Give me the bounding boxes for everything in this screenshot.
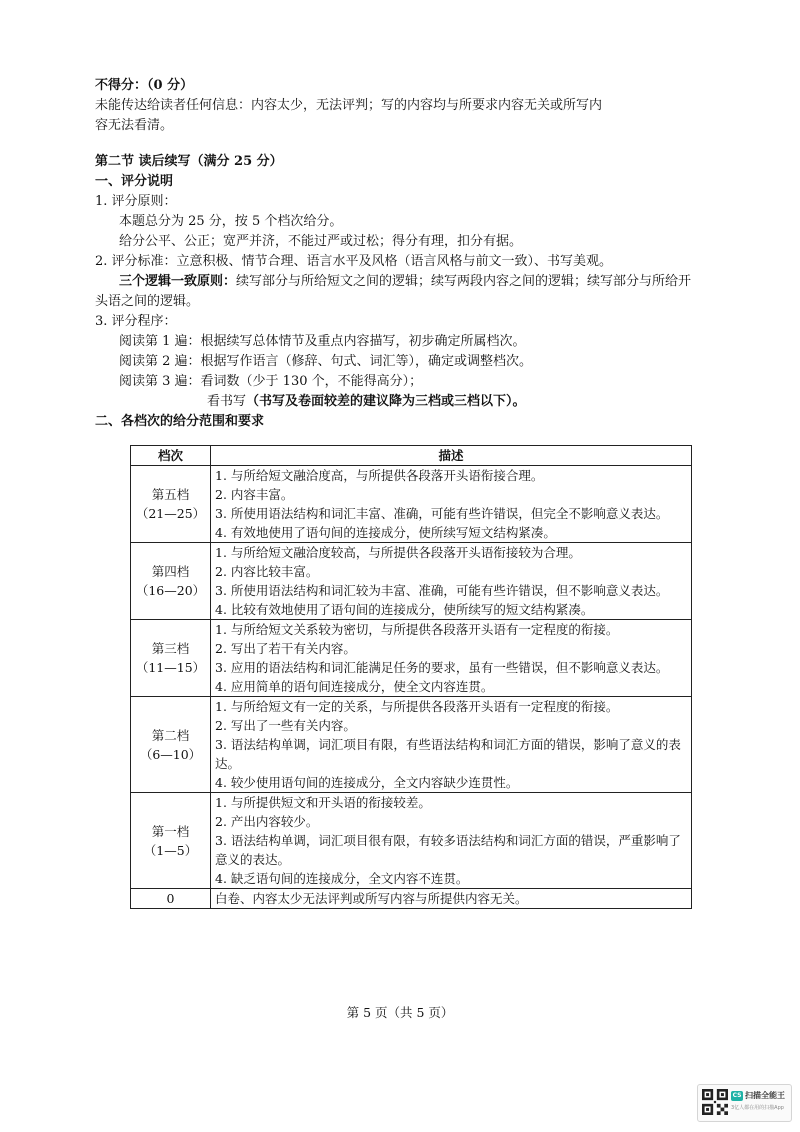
description-cell — [211, 697, 692, 793]
level-range: （11—15） — [135, 660, 206, 675]
part1-title: 一、评分说明 — [95, 174, 174, 189]
no-score-line-2: 容无法看清。 — [95, 118, 174, 133]
description-cell — [211, 889, 692, 909]
level-name: 第一档 — [151, 823, 190, 839]
description-cell — [211, 620, 692, 697]
description-item: 3. 应用的语法结构和词汇能满足任务的要求，虽有一些错误，但不影响意义表达。 — [215, 660, 669, 675]
description-cell — [211, 466, 692, 543]
table-row — [131, 697, 692, 793]
description-item: 1. 与所提供短文和开头语的衔接较差。 — [215, 795, 431, 810]
procedure-line-1: 阅读第 1 遍：根据续写总体情节及重点内容描写，初步确定所属档次。 — [119, 334, 526, 349]
description-cell — [211, 543, 692, 620]
description-item: 1. 与所给短文融洽度高，与所提供各段落开头语衔接合理。 — [215, 468, 544, 483]
description-item: 3. 所使用语法结构和词汇丰富、准确，可能有些许错误，但完全不影响意义表达。 — [215, 506, 669, 521]
header-description: 描述 — [211, 446, 692, 466]
level-cell — [131, 889, 211, 909]
description-item: 1. 与所给短文有一定的关系，与所提供各段落开头语有一定程度的衔接。 — [215, 699, 619, 714]
description-item: 2. 产出内容较少。 — [215, 814, 319, 829]
description-item: 1. 与所给短文融洽度较高，与所提供各段落开头语衔接较为合理。 — [215, 545, 581, 560]
level-range: （21—25） — [135, 506, 206, 521]
part2-title: 二、各档次的给分范围和要求 — [95, 414, 265, 429]
principle-label: 1. 评分原则： — [95, 194, 177, 209]
no-score-block — [95, 76, 715, 136]
table-row — [131, 889, 692, 909]
description-item: 4. 有效地使用了语句间的连接成分，使所续写短文结构紧凑。 — [215, 525, 556, 540]
level-name: 第四档 — [151, 564, 190, 579]
level-cell — [131, 466, 211, 543]
level-name: 第三档 — [151, 641, 190, 656]
principle-line-2: 给分公平、公正；宽严并济，不能过严或过松；得分有理，扣分有据。 — [119, 234, 523, 249]
level-range: （16—20） — [135, 583, 206, 598]
procedure-line-2: 阅读第 2 遍：根据写作语言（修辞、句式、词汇等），确定或调整档次。 — [119, 354, 533, 369]
level-cell — [131, 543, 211, 620]
procedure-line-3: 阅读第 3 遍：看词数（少于 130 个，不能得高分）； — [119, 374, 423, 389]
description-item: 1. 与所给短文关系较为密切，与所提供各段落开头语有一定程度的衔接。 — [215, 622, 619, 637]
section-title: 第二节 读后续写（满分 25 分） — [95, 154, 283, 169]
level-name: 0 — [166, 891, 175, 906]
table-row — [131, 466, 692, 543]
description-item: 4. 应用简单的语句间连接成分，使全文内容连贯。 — [215, 679, 494, 694]
logic-principle-cont: 头语之间的逻辑。 — [95, 294, 200, 309]
description-item: 2. 写出了若干有关内容。 — [215, 641, 356, 656]
procedure-label: 3. 评分程序： — [95, 314, 177, 329]
description-item: 白卷、内容太少无法评判或所写内容与所提供内容无关。 — [215, 891, 528, 906]
description-item: 3. 语法结构单调，词汇项目有限，有些语法结构和词汇方面的错误，影响了意义的表达。 — [215, 737, 681, 771]
description-item: 3. 语法结构单调，词汇项目很有限，有较多语法结构和词汇方面的错误，严重影响了意义的表达。 — [215, 833, 681, 867]
principle-line-1: 本题总分为 25 分，按 5 个档次给分。 — [119, 214, 343, 229]
handwriting-line — [95, 392, 735, 412]
table-row — [131, 620, 692, 697]
level-cell — [131, 793, 211, 889]
no-score-heading: 不得分：（0 分） — [95, 78, 194, 93]
table-header-row — [131, 446, 692, 466]
level-range: （1—5） — [143, 842, 198, 858]
qr-code-icon — [702, 1089, 728, 1115]
table-row — [131, 543, 692, 620]
scanner-badge — [697, 1084, 792, 1122]
level-name: 第二档 — [151, 727, 190, 743]
level-name: 第五档 — [151, 487, 190, 502]
description-item: 4. 缺乏语句间的连接成分，全文内容不连贯。 — [215, 871, 469, 886]
description-item: 4. 较少使用语句间的连接成分，全文内容缺少连贯性。 — [215, 775, 519, 790]
level-range: （6—10） — [139, 746, 202, 762]
level-cell — [131, 697, 211, 793]
description-item: 2. 内容丰富。 — [215, 487, 294, 502]
scanner-title: 扫描全能王 — [745, 1091, 785, 1100]
logic-principle-text: 续写部分与所给短文之间的逻辑；续写两段内容之间的逻辑；续写部分与所给开 — [236, 274, 692, 289]
grading-table-body — [131, 466, 692, 909]
description-cell — [211, 793, 692, 889]
handwriting-note: （书写及卷面较差的建议降为三档或三档以下）。 — [246, 394, 526, 409]
no-score-line-1: 未能传达给读者任何信息：内容太少，无法评判；写的内容均与所要求内容无关或所写内 — [95, 98, 603, 113]
level-cell — [131, 620, 211, 697]
logic-principle-lead: 三个逻辑一致原则： — [119, 274, 237, 289]
scanner-logo: CS — [732, 1092, 742, 1099]
description-item: 3. 所使用语法结构和词汇较为丰富、准确，可能有些许错误，但不影响意义表达。 — [215, 583, 669, 598]
page-number: 第 5 页（共 5 页） — [346, 1005, 454, 1020]
handwriting-prefix: 看书写 — [207, 394, 247, 409]
standard-line: 2. 评分标准：立意积极、情节合理、语言水平及风格（语言风格与前文一致）、书写美观。 — [95, 254, 613, 269]
header-level: 档次 — [131, 446, 211, 466]
table-row — [131, 793, 692, 889]
grading-table — [130, 445, 692, 909]
description-item: 4. 比较有效地使用了语句间的连接成分，使所续写的短文结构紧凑。 — [215, 602, 594, 617]
scanner-subtitle: 3亿人都在用的扫描App — [731, 1105, 784, 1111]
description-item: 2. 内容比较丰富。 — [215, 564, 319, 579]
section-two — [95, 152, 735, 432]
logic-principle-line — [95, 272, 735, 292]
description-item: 2. 写出了一些有关内容。 — [215, 718, 356, 733]
